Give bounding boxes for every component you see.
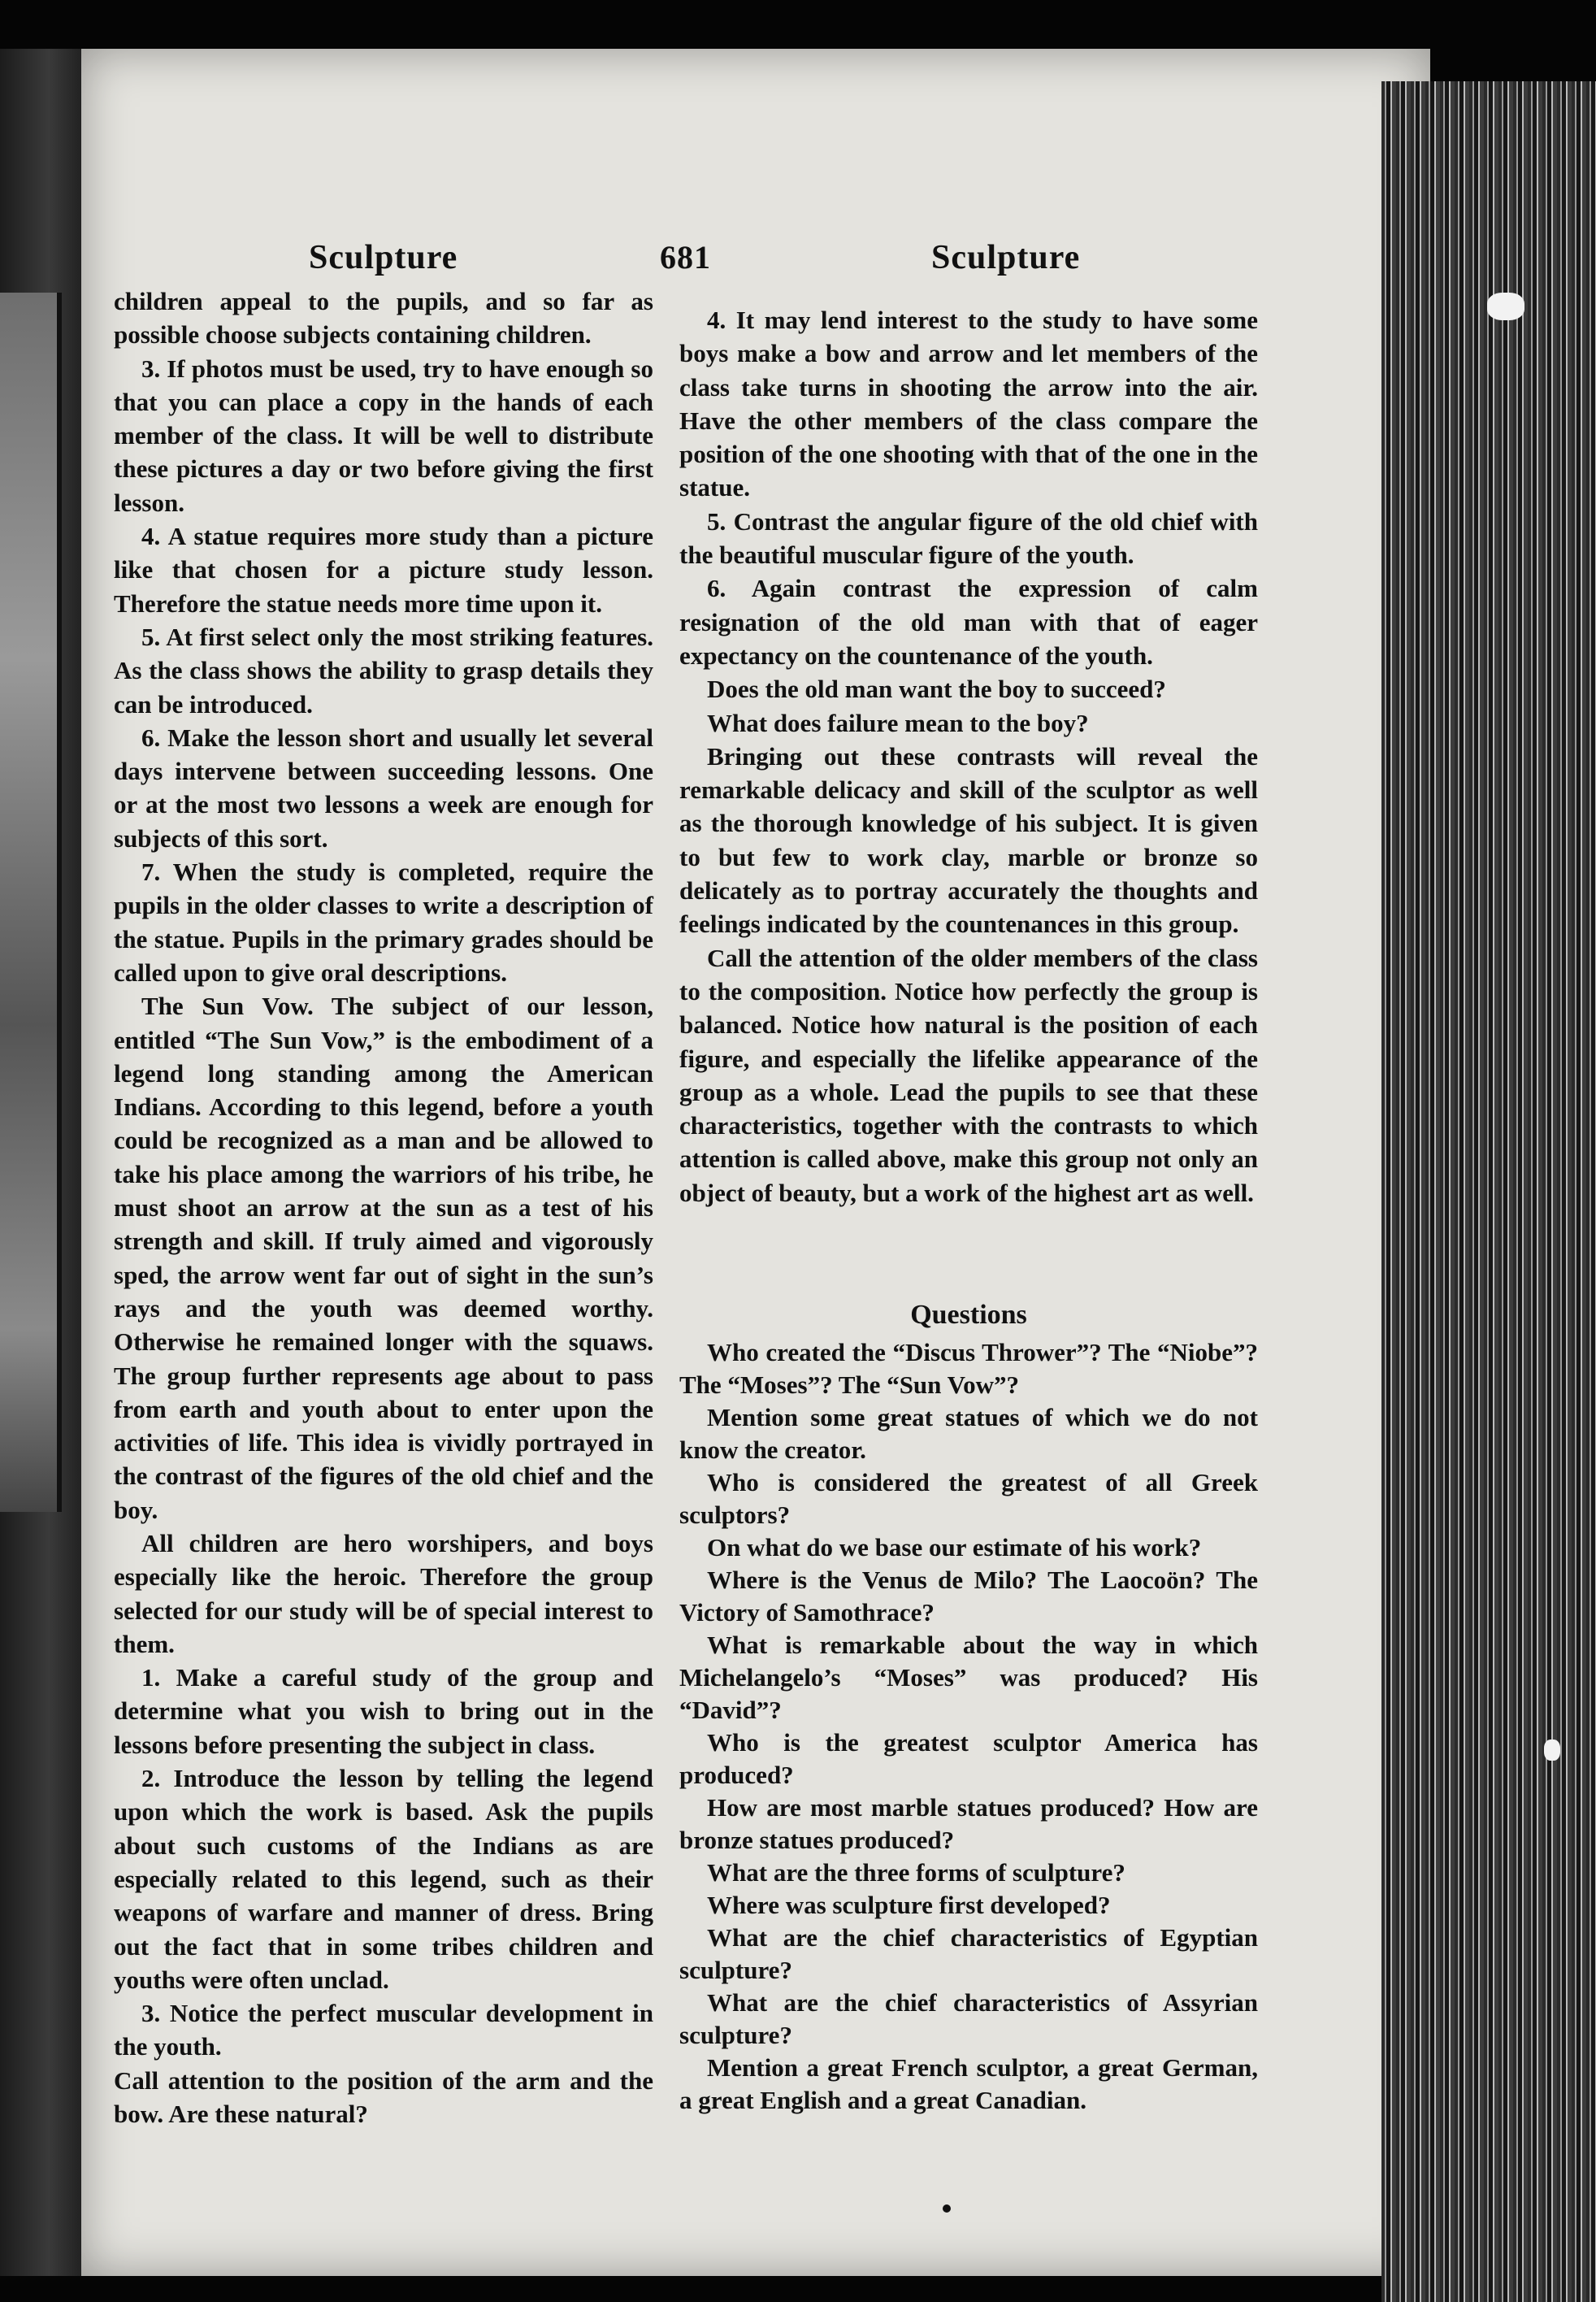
page-number: 681 <box>660 239 711 276</box>
paragraph: Call the attention of the older members of the class to the composition. Notice how perfectly the group is balanced. Notice how natural is the position of each figure, and especially the lifelike appearance of the group as a whole. Lead the pupils to see that these characteristics, together with the contrasts to which attention is called above, make this group not only an object of beauty, but a work of the highest art as well. <box>679 943 1258 1207</box>
paragraph: 6. Again contrast the expression of calm resignation of the old man with that of eager expectancy on the countenance of the youth. <box>679 574 1258 670</box>
paragraph: 1. Make a careful study of the group and determine what you wish to bring out in the lessons before presenting the subject in class. <box>114 1663 653 1759</box>
question-item: How are most marble statues produced? How are bronze statues produced? <box>679 1793 1258 1854</box>
paragraph: 2. Introduce the lesson by telling the legend upon which the work is based. Ask the pupils about such customs of the Indians as are especially related to this legend, such as their weapons of warfare and manner of dress. Bring out the fact that in some tribes children and youths were often unclad. <box>114 1764 653 1994</box>
paragraph: All children are hero worshipers, and boys especially like the heroic. Therefore the group selected for our study will be of special interest to them. <box>114 1528 653 1658</box>
question-item: Who is the greatest sculptor America has produced? <box>679 1728 1258 1789</box>
adjacent-page-photo <box>0 293 62 1512</box>
questions-section <box>679 1292 1258 2117</box>
edge-highlight <box>1544 1740 1560 1761</box>
question-item: Mention a great French sculptor, a great German, a great English and a great Canadian. <box>679 2053 1258 2114</box>
edge-highlight <box>1487 293 1524 320</box>
question-item: What are the three forms of sculpture? <box>707 1858 1125 1887</box>
paragraph: 4. A statue requires more study than a picture like that chosen for a picture study lesson. Therefore the statue needs more time upon it. <box>114 522 653 618</box>
paragraph: 3. If photos must be used, try to have enough so that you can place a copy in the hands of each member of the class. It will be well to distribute these pictures a day or two before giving the first lesson. <box>114 354 653 517</box>
paragraph: 5. At first select only the most striking features. As the class shows the ability to grasp details they can be introduced. <box>114 622 653 719</box>
paragraph: Bringing out these contrasts will reveal the remarkable delicacy and skill of the sculptor as well as the thorough knowledge of his subject. It is given to but few to work clay, marble or bronze so delicately as to portray accurately the thoughts and feelings indicated by the countenances in this group. <box>679 741 1258 939</box>
question-item: Who created the “Discus Thrower”? The “Niobe”? The “Moses”? The “Sun Vow”? <box>679 1338 1258 1399</box>
question-item: What are the chief characteristics of Egyptian sculpture? <box>679 1923 1258 1984</box>
specks <box>943 2204 951 2213</box>
left-column <box>114 284 653 2130</box>
right-column <box>679 303 1258 1210</box>
paragraph: 5. Contrast the angular figure of the old chief with the beautiful muscular figure of the youth. <box>679 506 1258 570</box>
question-item: What is remarkable about the way in which Michelangelo’s “Moses” was produced? His “David”? <box>679 1631 1258 1724</box>
paragraph: 4. It may lend interest to the study to have some boys make a bow and arrow and let members of the class take turns in shooting the arrow into the air. Have the other members of the class compare the position of the one shooting with that of the one in the statue. <box>679 306 1258 502</box>
question-item: Where is the Venus de Milo? The Laocoön? The Victory of Samothrace? <box>679 1566 1258 1627</box>
page-stack-edge <box>1381 81 1596 2302</box>
question-item: Mention some great statues of which we do not know the creator. <box>679 1403 1258 1464</box>
running-head-right: Sculpture <box>931 239 1081 276</box>
paragraph: Call attention to the position of the arm and the bow. Are these natural? <box>114 2065 653 2129</box>
question-item: Who is considered the greatest of all Greek sculptors? <box>679 1468 1258 1529</box>
questions-heading: Questions <box>910 1300 1027 1330</box>
paragraph: 6. Make the lesson short and usually let several days intervene between succeeding lessons. One or at the most two lessons a week are enough for subjects of this sort. <box>114 723 653 853</box>
question-item: What are the chief characteristics of Assyrian sculpture? <box>679 1988 1258 2049</box>
paragraph: Does the old man want the boy to succeed? <box>707 675 1166 704</box>
paragraph: What does failure mean to the boy? <box>707 708 1089 737</box>
running-head-left: Sculpture <box>309 239 458 276</box>
paragraph: children appeal to the pupils, and so far as possible choose subjects containing children. <box>114 287 653 350</box>
question-item: On what do we base our estimate of his work? <box>707 1533 1202 1561</box>
paragraph: The Sun Vow. The subject of our lesson, entitled “The Sun Vow,” is the embodiment of a legend long standing among the American Indians. According to this legend, before a youth could be recognized as a man and be allowed to take his place among the warriors of his tribe, he must shoot an arrow at the sun as a test of his strength and skill. If truly aimed and vigorously sped, the arrow went far out of sight in the sun’s rays and the youth was deemed worthy. Otherwise he remained longer with the squaws. The group further represents age about to pass from earth and youth about to enter upon the activities of life. This idea is vividly portrayed in the contrast of the figures of the old chief and the boy. <box>114 992 653 1524</box>
question-item: Where was sculpture first developed? <box>707 1891 1111 1919</box>
paragraph: 3. Notice the perfect muscular development in the youth. <box>114 1999 653 2061</box>
paragraph: 7. When the study is completed, require the pupils in the older classes to write a description of the statue. Pupils in the primary grades should be called upon to give oral descriptions. <box>114 858 653 987</box>
